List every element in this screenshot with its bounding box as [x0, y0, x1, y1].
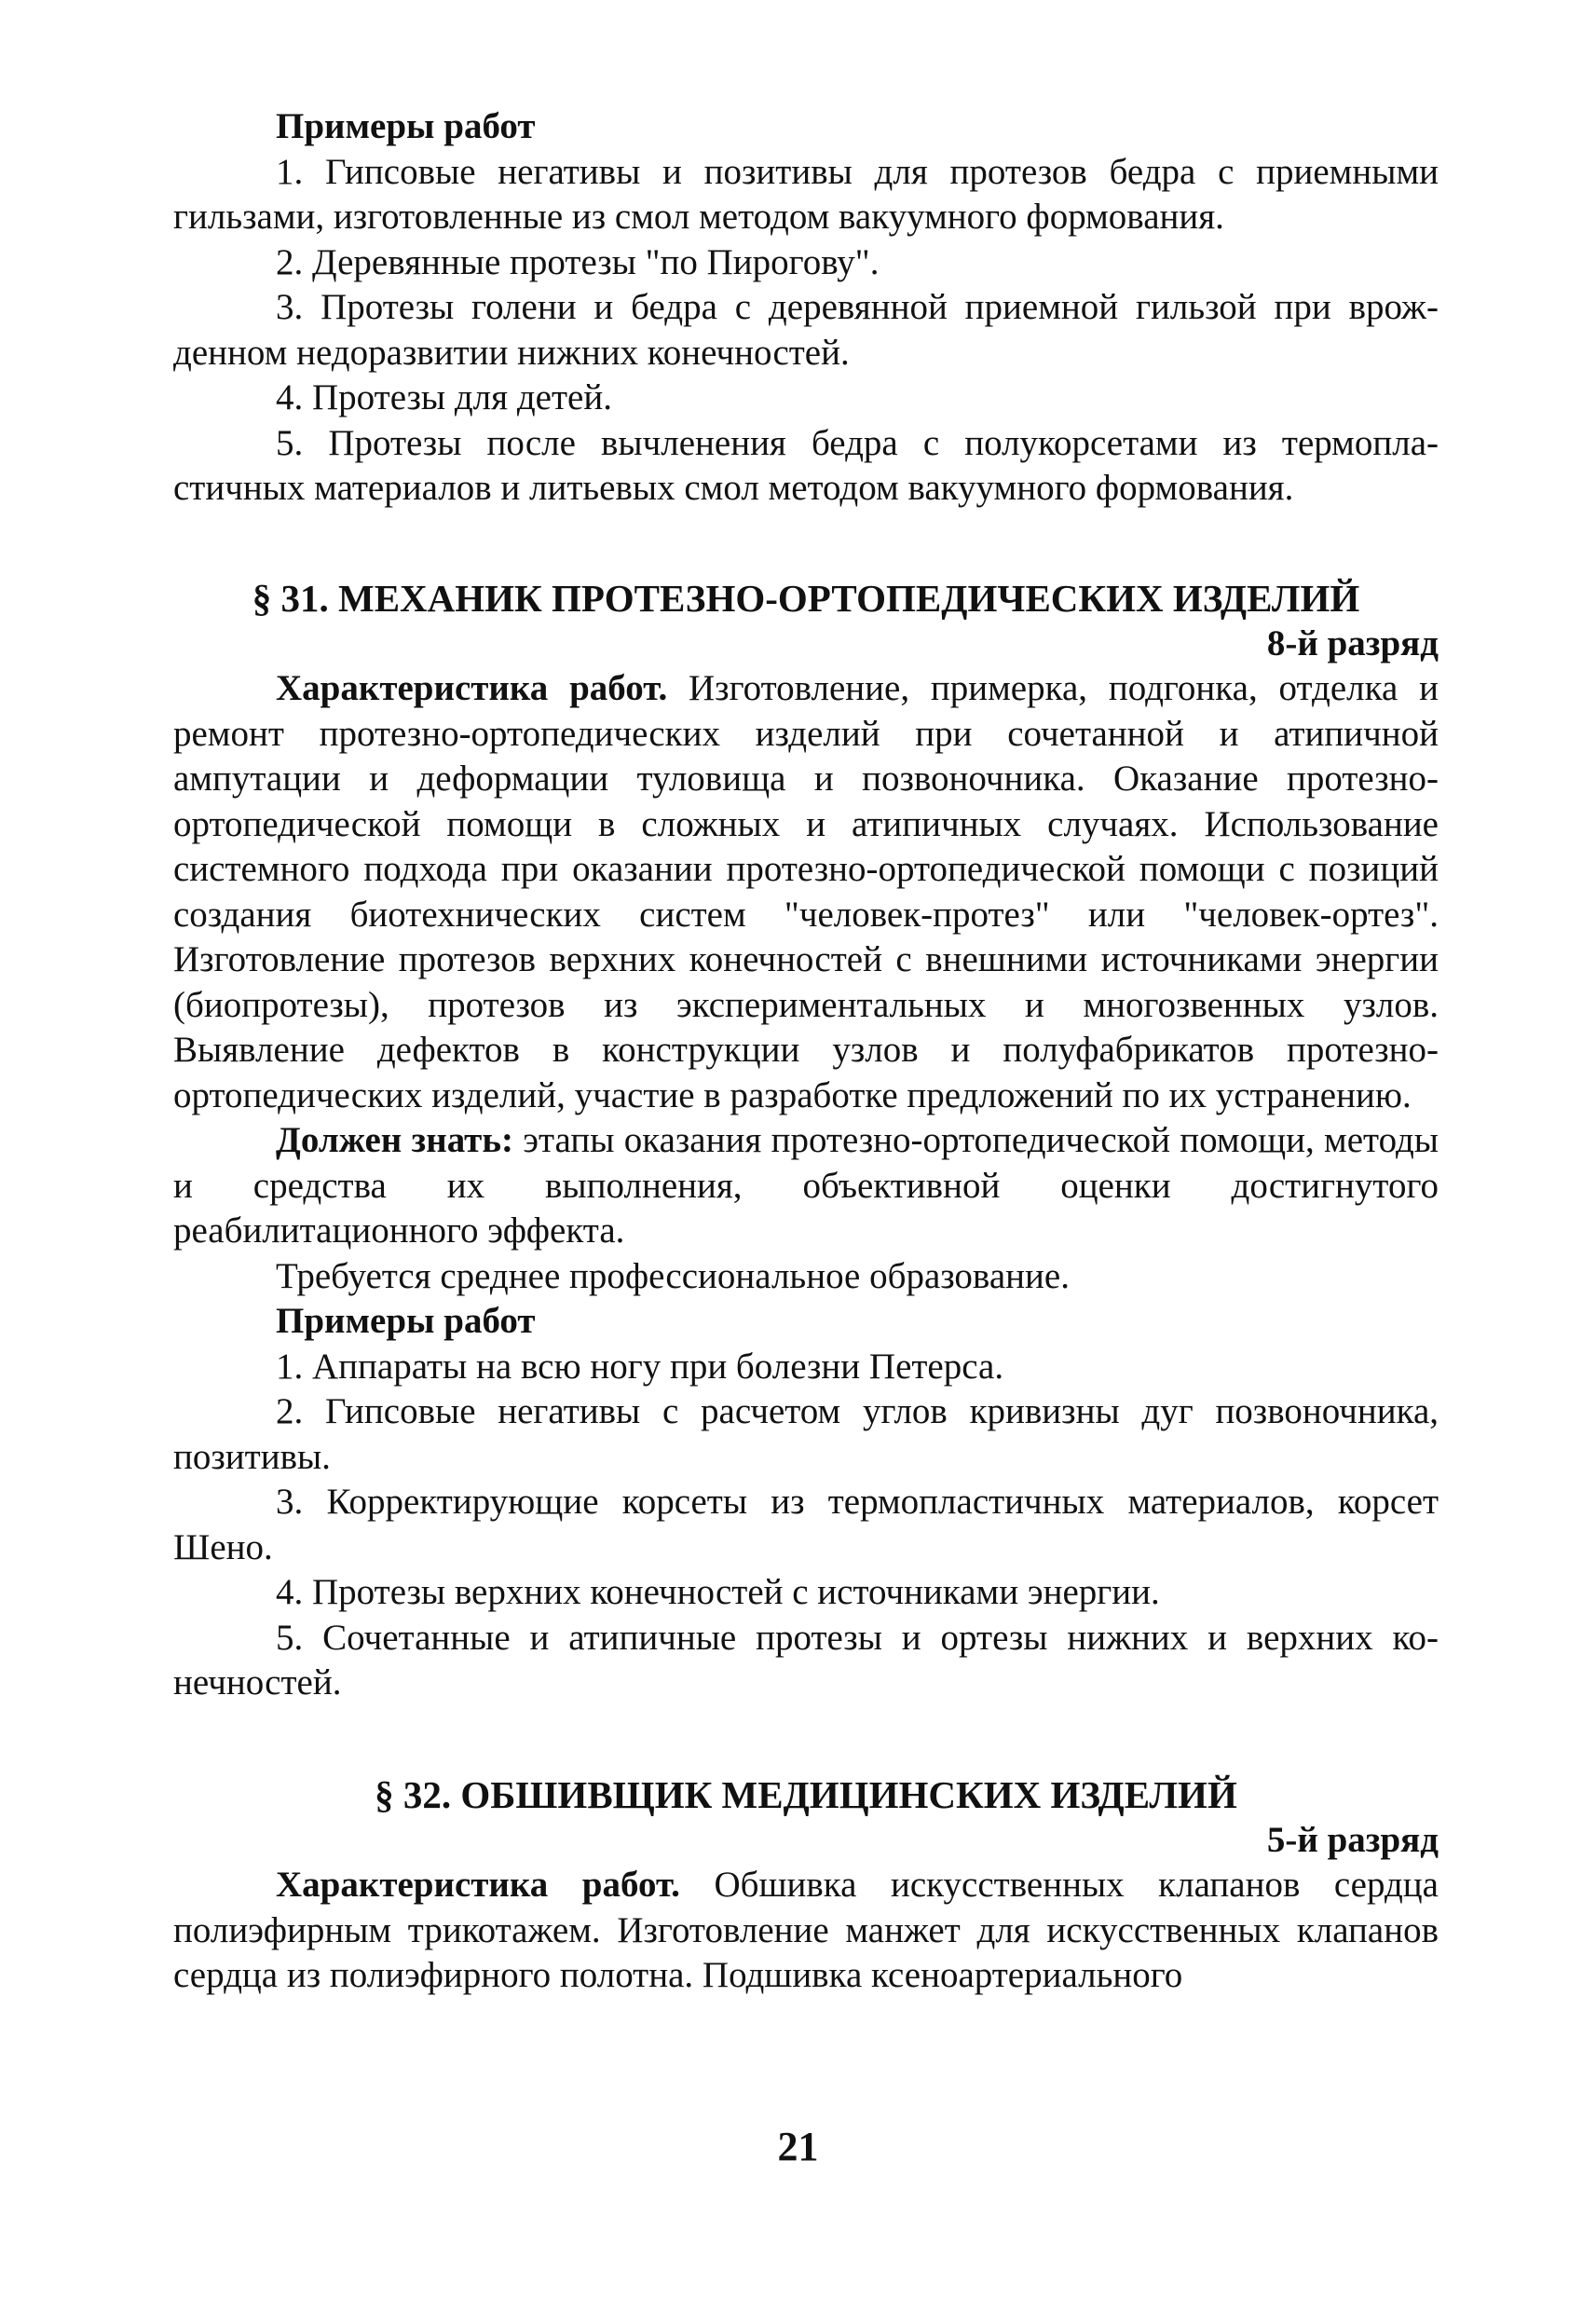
- characteristic-text: Обшивка искусственных клапанов сердца полиэфирным трикотажем. Изготовление манжет для искусственных клапанов сердца из полиэфирного полотна. Подшивка ксеноартериального: [173, 1865, 1439, 1995]
- list-item: 3. Протезы голени и бедра с деревянной приемной гильзой при врож-: [276, 287, 1439, 327]
- examples-title: Примеры работ: [276, 106, 536, 146]
- list-item: 3. Корректирующие корсеты из термопластичных материалов, корсет: [276, 1482, 1439, 1522]
- list-item: 5. Сочетанные и атипичные протезы и ортезы нижних и верхних ко-: [276, 1617, 1439, 1658]
- knowledge-paragraph: [173, 1118, 1439, 1254]
- list-item: 2. Гипсовые негативы с расчетом углов кривизны дуг позвоночника,: [276, 1391, 1439, 1431]
- knowledge-label: Должен знать:: [276, 1120, 513, 1160]
- rank-label: 5-й разряд: [1266, 1819, 1439, 1860]
- examples-title: Примеры работ: [276, 1301, 536, 1341]
- rank-label: 8-й разряд: [1266, 622, 1439, 663]
- characteristic-label: Характеристика работ.: [276, 668, 668, 708]
- list-item-continuation: стичных материалов и литьевых смол методом вакуумного формования.: [173, 468, 1294, 508]
- characteristic-paragraph: [173, 1863, 1439, 1999]
- list-item-continuation: денном недоразвитии нижних конечностей.: [173, 332, 850, 373]
- list-item: 5. Протезы после вычленения бедра с полукорсетами из термопла-: [276, 422, 1439, 463]
- list-item: 1. Аппараты на всю ногу при болезни Петерса.: [276, 1346, 1004, 1387]
- section-heading: § 31. МЕХАНИК ПРОТЕЗНО-ОРТОПЕДИЧЕСКИХ ИЗДЕЛИЙ: [252, 576, 1360, 620]
- characteristic-text: Изготовление, примерка, подгонка, отделка и ремонт протезно-ортопедических изделий при сочетанной и атипичной ампутации и деформации туловища и позвоночника. Оказание протезно-ортопедической помощи в сложных и атипичных случаях. Использование системного подхода при оказании протезно-ортопедической помощи с позиций создания биотехнических систем "человек-протез" или "человек-ортез". Изготовление протезов верхних конечностей с внешними источниками энергии (биопротезы), протезов из экспериментальных и многозвенных узлов. Выявление дефектов в конструкции узлов и полуфабрикатов протезно-ортопедических изделий, участие в разработке предложений по их устранению.: [173, 668, 1439, 1115]
- characteristic-paragraph: [173, 666, 1439, 1118]
- section-heading: § 32. ОБШИВЩИК МЕДИЦИНСКИХ ИЗДЕЛИЙ: [375, 1772, 1237, 1816]
- characteristic-label: Характеристика работ.: [276, 1865, 680, 1905]
- list-item: 1. Гипсовые негативы и позитивы для протезов бедра с приемными: [276, 151, 1439, 192]
- document-page: [173, 104, 1439, 1999]
- list-item-continuation: Шено.: [173, 1526, 273, 1567]
- page-number: 21: [777, 2124, 819, 2169]
- education-requirement: Требуется среднее профессиональное образование.: [276, 1255, 1070, 1296]
- list-item-continuation: позитивы.: [173, 1436, 331, 1477]
- knowledge-text: этапы оказания протезно-ортопедической помощи, методы и средства их выполнения, объективной оценки достигнутого реабилитационного эффекта.: [173, 1120, 1439, 1251]
- list-item-continuation: гильзами, изготовленные из смол методом вакуумного формования.: [173, 197, 1224, 237]
- list-item: 4. Протезы для детей.: [276, 377, 612, 417]
- list-item: 2. Деревянные протезы "по Пирогову".: [276, 241, 880, 282]
- list-item: 4. Протезы верхних конечностей с источниками энергии.: [276, 1572, 1160, 1612]
- list-item-continuation: нечностей.: [173, 1662, 342, 1702]
